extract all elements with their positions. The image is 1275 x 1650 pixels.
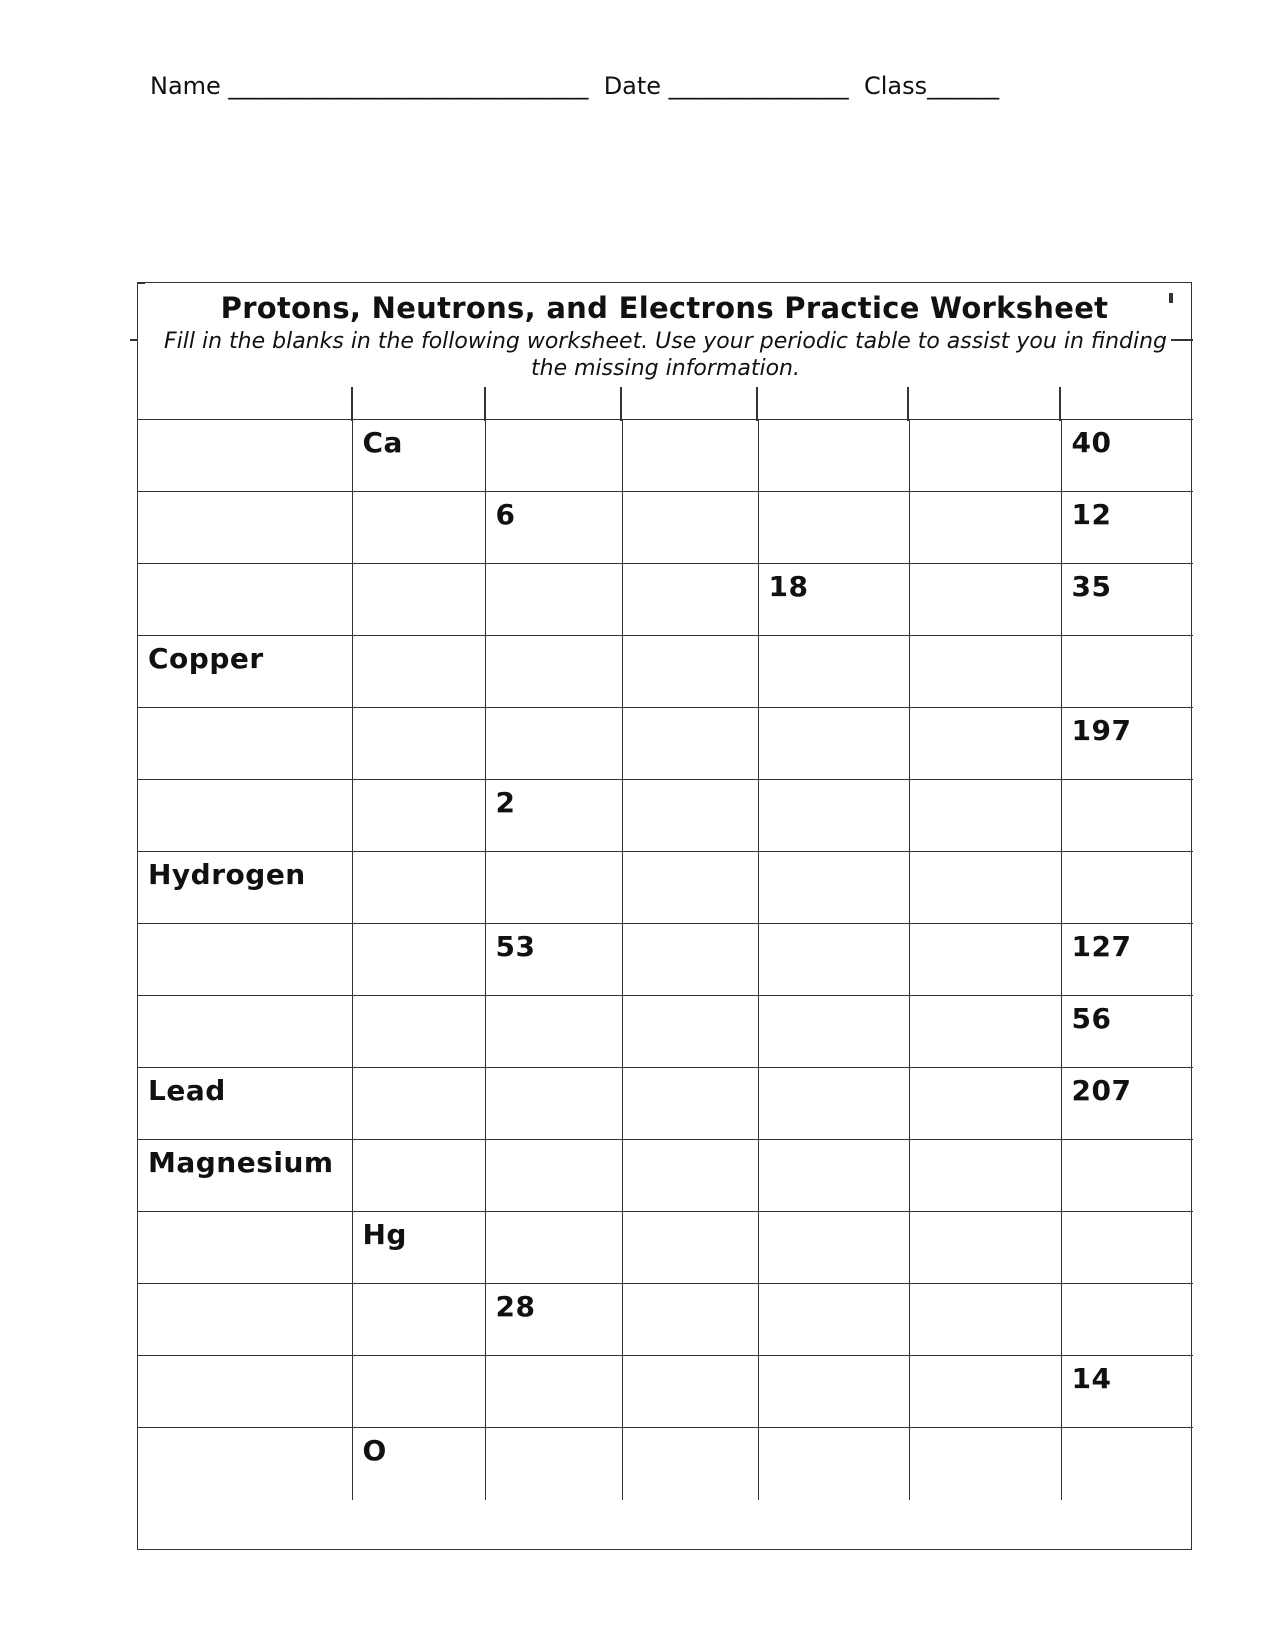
cell-electrons[interactable] (909, 1428, 1061, 1500)
cell-atomic-mass[interactable] (1061, 1428, 1193, 1500)
cell-atomic-mass[interactable]: 197 (1061, 708, 1193, 780)
cell-element-name[interactable] (138, 1284, 352, 1356)
cell-neutrons[interactable] (758, 1356, 909, 1428)
cell-symbol[interactable] (352, 852, 485, 924)
cell-element-name[interactable] (138, 996, 352, 1068)
cell-neutrons[interactable] (758, 1212, 909, 1284)
cell-atomic-mass[interactable] (1061, 780, 1193, 852)
cell-electrons[interactable] (909, 636, 1061, 708)
cell-neutrons[interactable] (758, 924, 909, 996)
table-row (138, 492, 1193, 564)
table-row (138, 1428, 1193, 1500)
cell-protons[interactable] (622, 1212, 758, 1284)
cell-protons[interactable] (622, 420, 758, 492)
table-row (138, 1356, 1193, 1428)
element-table (138, 419, 1193, 1500)
table-row (138, 852, 1193, 924)
table-row (138, 996, 1193, 1068)
cell-element-name[interactable] (138, 564, 352, 636)
cell-neutrons[interactable] (758, 708, 909, 780)
cell-element-name[interactable] (138, 420, 352, 492)
cell-element-name[interactable] (138, 780, 352, 852)
cell-protons[interactable] (622, 996, 758, 1068)
table-row (138, 1140, 1193, 1212)
corner-mark-top-left (137, 282, 145, 284)
table-row (138, 708, 1193, 780)
column-divider-tick (1059, 387, 1061, 421)
cell-atomic-mass[interactable]: 14 (1061, 1356, 1193, 1428)
cell-symbol[interactable]: O (352, 1428, 485, 1500)
cell-atomic-number[interactable]: 6 (485, 492, 622, 564)
cell-symbol[interactable] (352, 708, 485, 780)
cell-neutrons[interactable] (758, 780, 909, 852)
cell-element-name[interactable]: Magnesium (138, 1140, 352, 1212)
cell-element-name[interactable] (138, 924, 352, 996)
cell-protons[interactable] (622, 1428, 758, 1500)
cell-atomic-mass[interactable] (1061, 1284, 1193, 1356)
cell-electrons[interactable] (909, 564, 1061, 636)
table-row (138, 1284, 1193, 1356)
cell-protons[interactable] (622, 1284, 758, 1356)
cell-element-name[interactable] (138, 1356, 352, 1428)
cell-neutrons[interactable] (758, 492, 909, 564)
cell-protons[interactable] (622, 636, 758, 708)
table-row (138, 636, 1193, 708)
worksheet-instructions: Fill in the blanks in the following worksheet. Use your periodic table to assist you in finding the missing information. (163, 329, 1168, 381)
cell-electrons[interactable] (909, 924, 1061, 996)
cell-atomic-number[interactable]: 2 (485, 780, 622, 852)
column-divider-tick (907, 387, 909, 421)
cell-symbol[interactable] (352, 1140, 485, 1212)
column-divider-tick (620, 387, 622, 421)
cell-atomic-number[interactable] (485, 1428, 622, 1500)
cell-neutrons[interactable] (758, 1428, 909, 1500)
cell-protons[interactable] (622, 492, 758, 564)
cell-element-name[interactable] (138, 1428, 352, 1500)
cell-atomic-mass[interactable] (1061, 852, 1193, 924)
cell-protons[interactable] (622, 1068, 758, 1140)
cell-protons[interactable] (622, 1140, 758, 1212)
cell-atomic-mass[interactable]: 127 (1061, 924, 1193, 996)
worksheet-header (138, 283, 1191, 387)
table-row (138, 780, 1193, 852)
table-row (138, 924, 1193, 996)
cell-atomic-number[interactable]: 28 (485, 1284, 622, 1356)
column-divider-tick (351, 387, 353, 421)
cell-neutrons[interactable] (758, 996, 909, 1068)
cell-protons[interactable] (622, 924, 758, 996)
cell-atomic-number[interactable] (485, 996, 622, 1068)
cell-atomic-number[interactable]: 53 (485, 924, 622, 996)
cell-atomic-mass[interactable]: 40 (1061, 420, 1193, 492)
corner-mark-left (130, 339, 138, 341)
cell-protons[interactable] (622, 708, 758, 780)
cell-electrons[interactable] (909, 1356, 1061, 1428)
cell-symbol[interactable] (352, 780, 485, 852)
cell-atomic-mass[interactable] (1061, 636, 1193, 708)
table-row (138, 420, 1193, 492)
column-divider-tick (756, 387, 758, 421)
cell-atomic-number[interactable] (485, 420, 622, 492)
cell-element-name[interactable] (138, 708, 352, 780)
cell-atomic-mass[interactable] (1061, 1140, 1193, 1212)
cell-atomic-number[interactable] (485, 636, 622, 708)
cell-electrons[interactable] (909, 1068, 1061, 1140)
cell-neutrons[interactable] (758, 1068, 909, 1140)
cell-symbol[interactable] (352, 636, 485, 708)
cell-atomic-mass[interactable]: 207 (1061, 1068, 1193, 1140)
cell-atomic-number[interactable] (485, 852, 622, 924)
cell-atomic-number[interactable] (485, 1068, 622, 1140)
cell-symbol[interactable] (352, 1284, 485, 1356)
table-row (138, 564, 1193, 636)
cell-element-name[interactable]: Lead (138, 1068, 352, 1140)
cell-electrons[interactable] (909, 852, 1061, 924)
table-row (138, 1212, 1193, 1284)
cell-element-name[interactable]: Hydrogen (138, 852, 352, 924)
cell-symbol[interactable] (352, 1068, 485, 1140)
cell-element-name[interactable] (138, 1212, 352, 1284)
cell-neutrons[interactable] (758, 1140, 909, 1212)
cell-symbol[interactable] (352, 492, 485, 564)
cell-atomic-mass[interactable]: 35 (1061, 564, 1193, 636)
cell-electrons[interactable] (909, 996, 1061, 1068)
cell-atomic-mass[interactable] (1061, 1212, 1193, 1284)
cell-atomic-number[interactable] (485, 708, 622, 780)
column-divider-tick (484, 387, 486, 421)
corner-mark-top-right (1169, 293, 1173, 303)
cell-neutrons[interactable] (758, 852, 909, 924)
cell-protons[interactable] (622, 1356, 758, 1428)
cell-atomic-mass[interactable]: 12 (1061, 492, 1193, 564)
cell-neutrons[interactable] (758, 1284, 909, 1356)
name-date-class-line: Name ______________________________ Date _______________ Class______ (150, 72, 1000, 100)
cell-symbol[interactable] (352, 1356, 485, 1428)
cell-protons[interactable] (622, 564, 758, 636)
cell-electrons[interactable] (909, 420, 1061, 492)
cell-electrons[interactable] (909, 492, 1061, 564)
cell-electrons[interactable] (909, 1212, 1061, 1284)
cell-electrons[interactable] (909, 708, 1061, 780)
cell-atomic-mass[interactable]: 56 (1061, 996, 1193, 1068)
cell-electrons[interactable] (909, 1140, 1061, 1212)
cell-electrons[interactable] (909, 780, 1061, 852)
cell-element-name[interactable] (138, 492, 352, 564)
table-row (138, 1068, 1193, 1140)
cell-neutrons[interactable] (758, 420, 909, 492)
cell-symbol[interactable] (352, 924, 485, 996)
cell-electrons[interactable] (909, 1284, 1061, 1356)
cell-neutrons[interactable]: 18 (758, 564, 909, 636)
cell-symbol[interactable]: Hg (352, 1212, 485, 1284)
corner-mark-right (1171, 339, 1193, 341)
cell-protons[interactable] (622, 852, 758, 924)
cell-atomic-number[interactable] (485, 1356, 622, 1428)
cell-symbol[interactable] (352, 996, 485, 1068)
cell-atomic-number[interactable] (485, 1140, 622, 1212)
cell-atomic-number[interactable] (485, 1212, 622, 1284)
cell-atomic-number[interactable] (485, 564, 622, 636)
cell-element-name[interactable]: Copper (138, 636, 352, 708)
cell-symbol[interactable]: Ca (352, 420, 485, 492)
worksheet-title: Protons, Neutrons, and Electrons Practice Worksheet (220, 291, 1109, 325)
cell-neutrons[interactable] (758, 636, 909, 708)
worksheet-box (137, 282, 1192, 1550)
cell-symbol[interactable] (352, 564, 485, 636)
cell-protons[interactable] (622, 780, 758, 852)
